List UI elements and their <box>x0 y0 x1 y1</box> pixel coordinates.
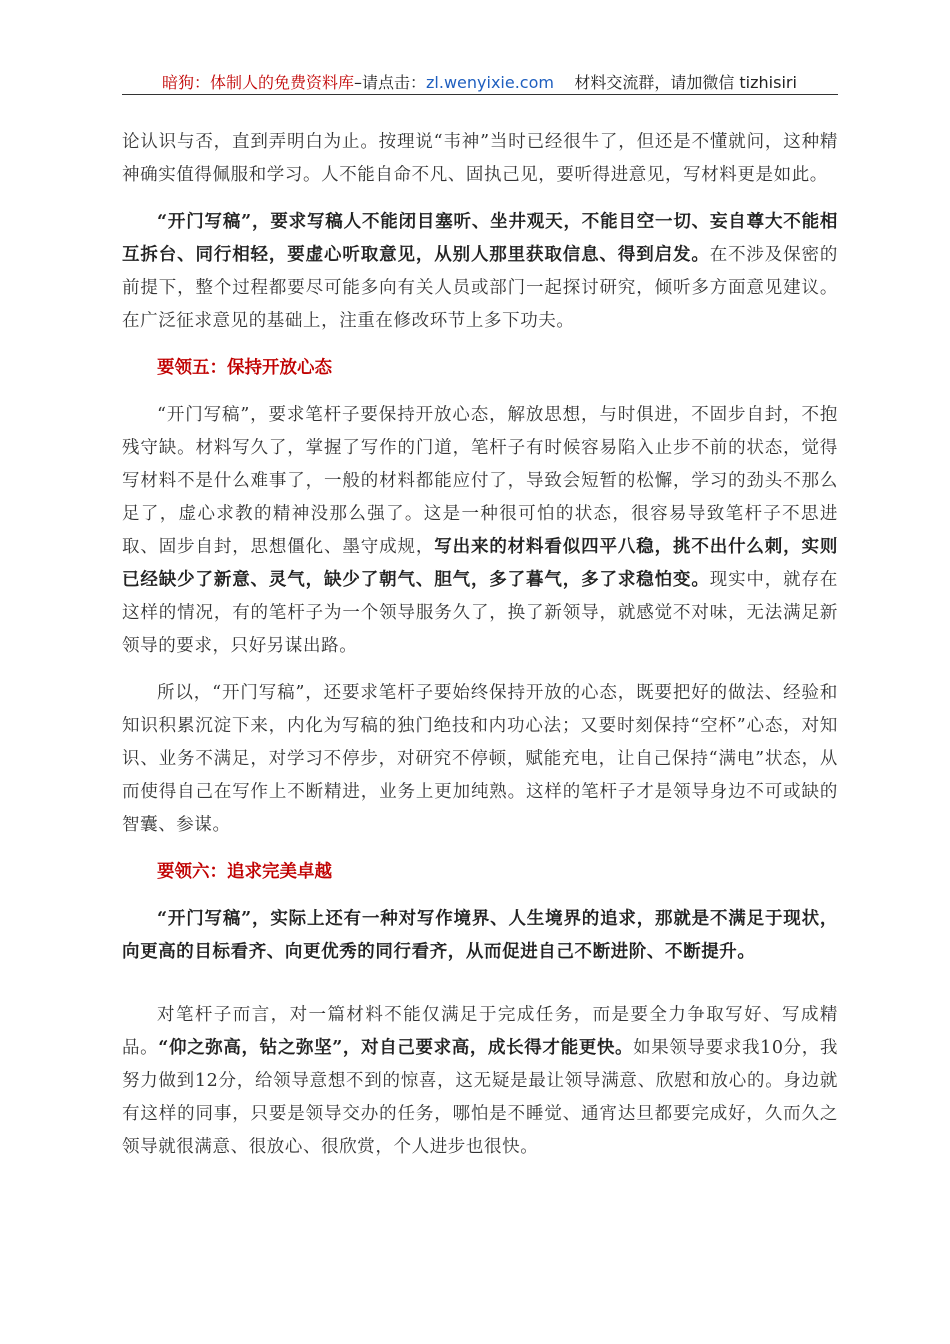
paragraph-2: “开门写稿”，要求写稿人不能闭目塞听、坐井观天，不能目空一切、妄自尊大不能相互拆台、同行相轻，要虚心听取意见，从别人那里获取信息、得到启发。在不涉及保密的前提下，整个过程都要尽可能多向有关人员或部门一起探讨研究，倾听多方面意见建议。在广泛征求意见的基础上，注重在修改环节上多下功夫。 <box>122 212 838 331</box>
section-heading-6: 要领六：追求完美卓越 <box>157 862 332 882</box>
paragraph-3: “开门写稿”，要求笔杆子要保持开放心态，解放思想，与时俱进，不固步自封，不抱残守缺。材料写久了，掌握了写作的门道，笔杆子有时候容易陷入止步不前的状态，觉得写材料不是什么难事了，一般的材料都能应付了，导致会短暂的松懈，学习的劲头不那么足了，虚心求教的精神没那么强了。这是一种很可怕的状态，很容易导致笔杆子不思进取、固步自封，思想僵化、墨守成规，写出来的材料看似四平八稳，挑不出什么刺，实则已经缺少了新意、灵气，缺少了朝气、胆气，多了暮气，多了求稳怕变。现实中，就存在这样的情况，有的笔杆子为一个领导服务久了，换了新领导，就感觉不对味，无法满足新领导的要求，只好另谋出路。 <box>122 405 838 656</box>
paragraph-6: 对笔杆子而言，对一篇材料不能仅满足于完成任务，而是要全力争取写好、写成精品。“仰之弥高，钻之弥坚”，对自己要求高，成长得才能更快。如果领导要求我10分，我努力做到12分，给领导意想不到的惊喜，这无疑是最让领导满意、欣慰和放心的。身边就有这样的同事，只要是领导交办的任务，哪怕是不睡觉、通宵达旦都要完成好，久而久之领导就很满意、很放心、很欣赏，个人进步也很快。 <box>122 1005 838 1157</box>
paragraph-3-bold: 写出来的材料看似四平八稳，挑不出什么刺，实则已经缺少了新意、灵气，缺少了朝气、胆气，多了暮气，多了求稳怕变。 <box>122 537 838 590</box>
page-header <box>122 64 838 95</box>
paragraph-1: 论认识与否，直到弄明白为止。按理说“韦神”当时已经很牛了，但还是不懂就问，这种精神确实值得佩服和学习。人不能自命不凡、固执己见，要听得进意见，写材料更是如此。 <box>122 132 838 185</box>
header-site-name: 暗狗：体制人的免费资料库 <box>162 73 355 92</box>
paragraph-4: 所以，“开门写稿”，还要求笔杆子要始终保持开放的心态，既要把好的做法、经验和知识积累沉淀下来，内化为写稿的独门绝技和内功心法；又要时刻保持“空杯”心态，对知识、业务不满足，对学习不停步，对研究不停顿，赋能充电，让自己保持“满电”状态，从而使得自己在写作上不断精进，业务上更加纯熟。这样的笔杆子才是领导身边不可或缺的智囊、参谋。 <box>122 683 838 835</box>
blank-line <box>122 969 838 999</box>
document-body <box>122 126 838 1164</box>
paragraph-5 <box>122 903 838 969</box>
section-heading-5: 要领五：保持开放心态 <box>157 358 332 378</box>
header-click-prompt: –请点击： <box>354 73 427 92</box>
header-wechat-note: 材料交流群，请加微信 tizhisiri <box>574 73 797 92</box>
paragraph-5-bold: “开门写稿”，实际上还有一种对写作境界、人生境界的追求，那就是不满足于现状，向更高的目标看齐、向更优秀的同行看齐，从而促进自己不断进阶、不断提升。 <box>122 909 838 962</box>
paragraph-6-bold: “仰之弥高，钻之弥坚”，对自己要求高，成长得才能更快。 <box>158 1038 634 1058</box>
header-url-link[interactable]: zl.wenyixie.com <box>426 73 554 92</box>
paragraph-2-bold: “开门写稿”，要求写稿人不能闭目塞听、坐井观天，不能目空一切、妄自尊大不能相互拆台、同行相轻，要虚心听取意见，从别人那里获取信息、得到启发。 <box>122 212 838 265</box>
